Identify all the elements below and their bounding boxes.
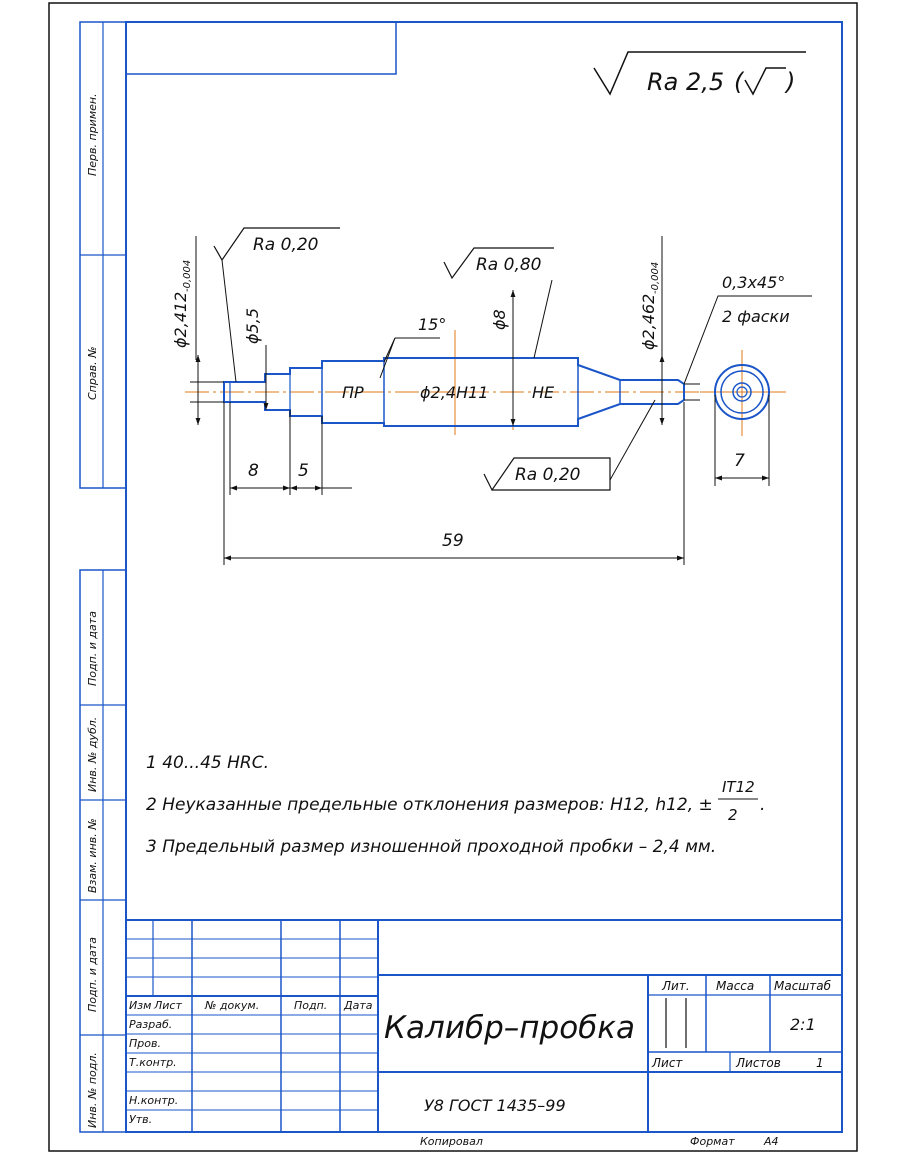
- roughness-r1: Ra 0,20: [253, 235, 319, 255]
- tb-material: У8 ГОСТ 1435–99: [424, 1096, 566, 1115]
- dim-len-8: 8: [248, 461, 259, 481]
- tb-prov: Пров.: [129, 1037, 161, 1050]
- note-2-denominator: 2: [728, 806, 738, 824]
- side-label-perv-primen: Перв. примен.: [86, 93, 99, 176]
- tb-hdr-dokum: № докум.: [205, 999, 260, 1012]
- tb-lit: Лит.: [662, 979, 690, 993]
- label-ne: НЕ: [532, 383, 555, 402]
- dimension-texts: [171, 260, 790, 551]
- roughness-r3: Ra 0,20: [515, 465, 581, 485]
- technical-notes: [146, 753, 765, 857]
- tb-hdr-podp: Подп.: [294, 999, 328, 1012]
- dim-d2: ϕ5,5: [243, 308, 262, 344]
- dim-chamfer-count: 2 фаски: [722, 307, 790, 326]
- dim-len-5: 5: [298, 461, 309, 481]
- side-label-podp-data-1: Подп. и дата: [86, 611, 99, 686]
- tb-scale-value: 2:1: [790, 1015, 816, 1034]
- footer-format: Формат: [690, 1135, 735, 1148]
- dim-d3: ϕ8: [490, 309, 509, 330]
- label-bore: ϕ2,4H11: [420, 383, 489, 402]
- tb-nkontr: Н.контр.: [129, 1094, 179, 1107]
- dim-d1: ϕ2,412: [171, 291, 190, 348]
- label-pr: ПР: [342, 383, 364, 402]
- note-1: 1 40...45 HRC.: [146, 753, 269, 773]
- tb-listov-value: 1: [816, 1056, 824, 1070]
- tb-utv: Утв.: [129, 1113, 153, 1126]
- side-label-inv-podl: Инв. № подл.: [86, 1052, 99, 1128]
- footer-format-value: А4: [764, 1135, 779, 1148]
- dim-d4-tol: -0,004: [650, 261, 661, 294]
- tb-title: Калибр–пробка: [384, 1010, 636, 1046]
- tb-list: Лист: [652, 1056, 683, 1070]
- note-3: 3 Предельный размер изношенной проходной пробки – 2,4 мм.: [146, 837, 717, 857]
- note-2-end: .: [760, 795, 766, 815]
- roughness-r2: Ra 0,80: [476, 255, 542, 275]
- dim-d1-tol: -0,004: [182, 259, 193, 292]
- note-2: 2 Неуказанные предельные отклонения размеров: H12, h12, ±: [146, 795, 713, 815]
- tb-hdr-data: Дата: [344, 999, 373, 1012]
- dim-width-7: 7: [734, 451, 745, 471]
- side-stamp: [86, 93, 99, 1128]
- roughness-paren-open: (: [734, 68, 744, 96]
- dim-d4: ϕ2,462: [639, 293, 658, 350]
- tb-tkontr: Т.контр.: [129, 1056, 177, 1069]
- roughness-general: [594, 52, 806, 96]
- dim-len-59: 59: [442, 531, 464, 551]
- tb-massa: Масса: [716, 979, 755, 993]
- dim-angle: 15°: [418, 315, 447, 334]
- dim-chamfer: 0,3x45°: [722, 273, 786, 292]
- roughness-check-icon: [745, 68, 786, 94]
- side-label-sprav: Справ. №: [86, 346, 99, 400]
- title-block: [126, 920, 842, 1132]
- footer-copied: Копировал: [420, 1135, 483, 1148]
- tb-listov: Листов: [736, 1056, 781, 1070]
- tb-hdr-izm: Изм: [129, 999, 152, 1012]
- note-2-numerator: IT12: [722, 778, 755, 796]
- roughness-paren-close: ): [786, 68, 796, 96]
- side-label-podp-data-2: Подп. и дата: [86, 937, 99, 1012]
- side-label-vzam-inv: Взам. инв. №: [86, 818, 99, 893]
- tb-razrab: Разраб.: [129, 1018, 173, 1031]
- tb-masshtab: Масштаб: [774, 979, 832, 993]
- roughness-general-value: Ra 2,5: [647, 68, 725, 96]
- side-label-inv-dubl: Инв. № дубл.: [86, 716, 99, 792]
- drawing-frame: [80, 22, 842, 1132]
- tb-hdr-list: Лист: [154, 999, 182, 1012]
